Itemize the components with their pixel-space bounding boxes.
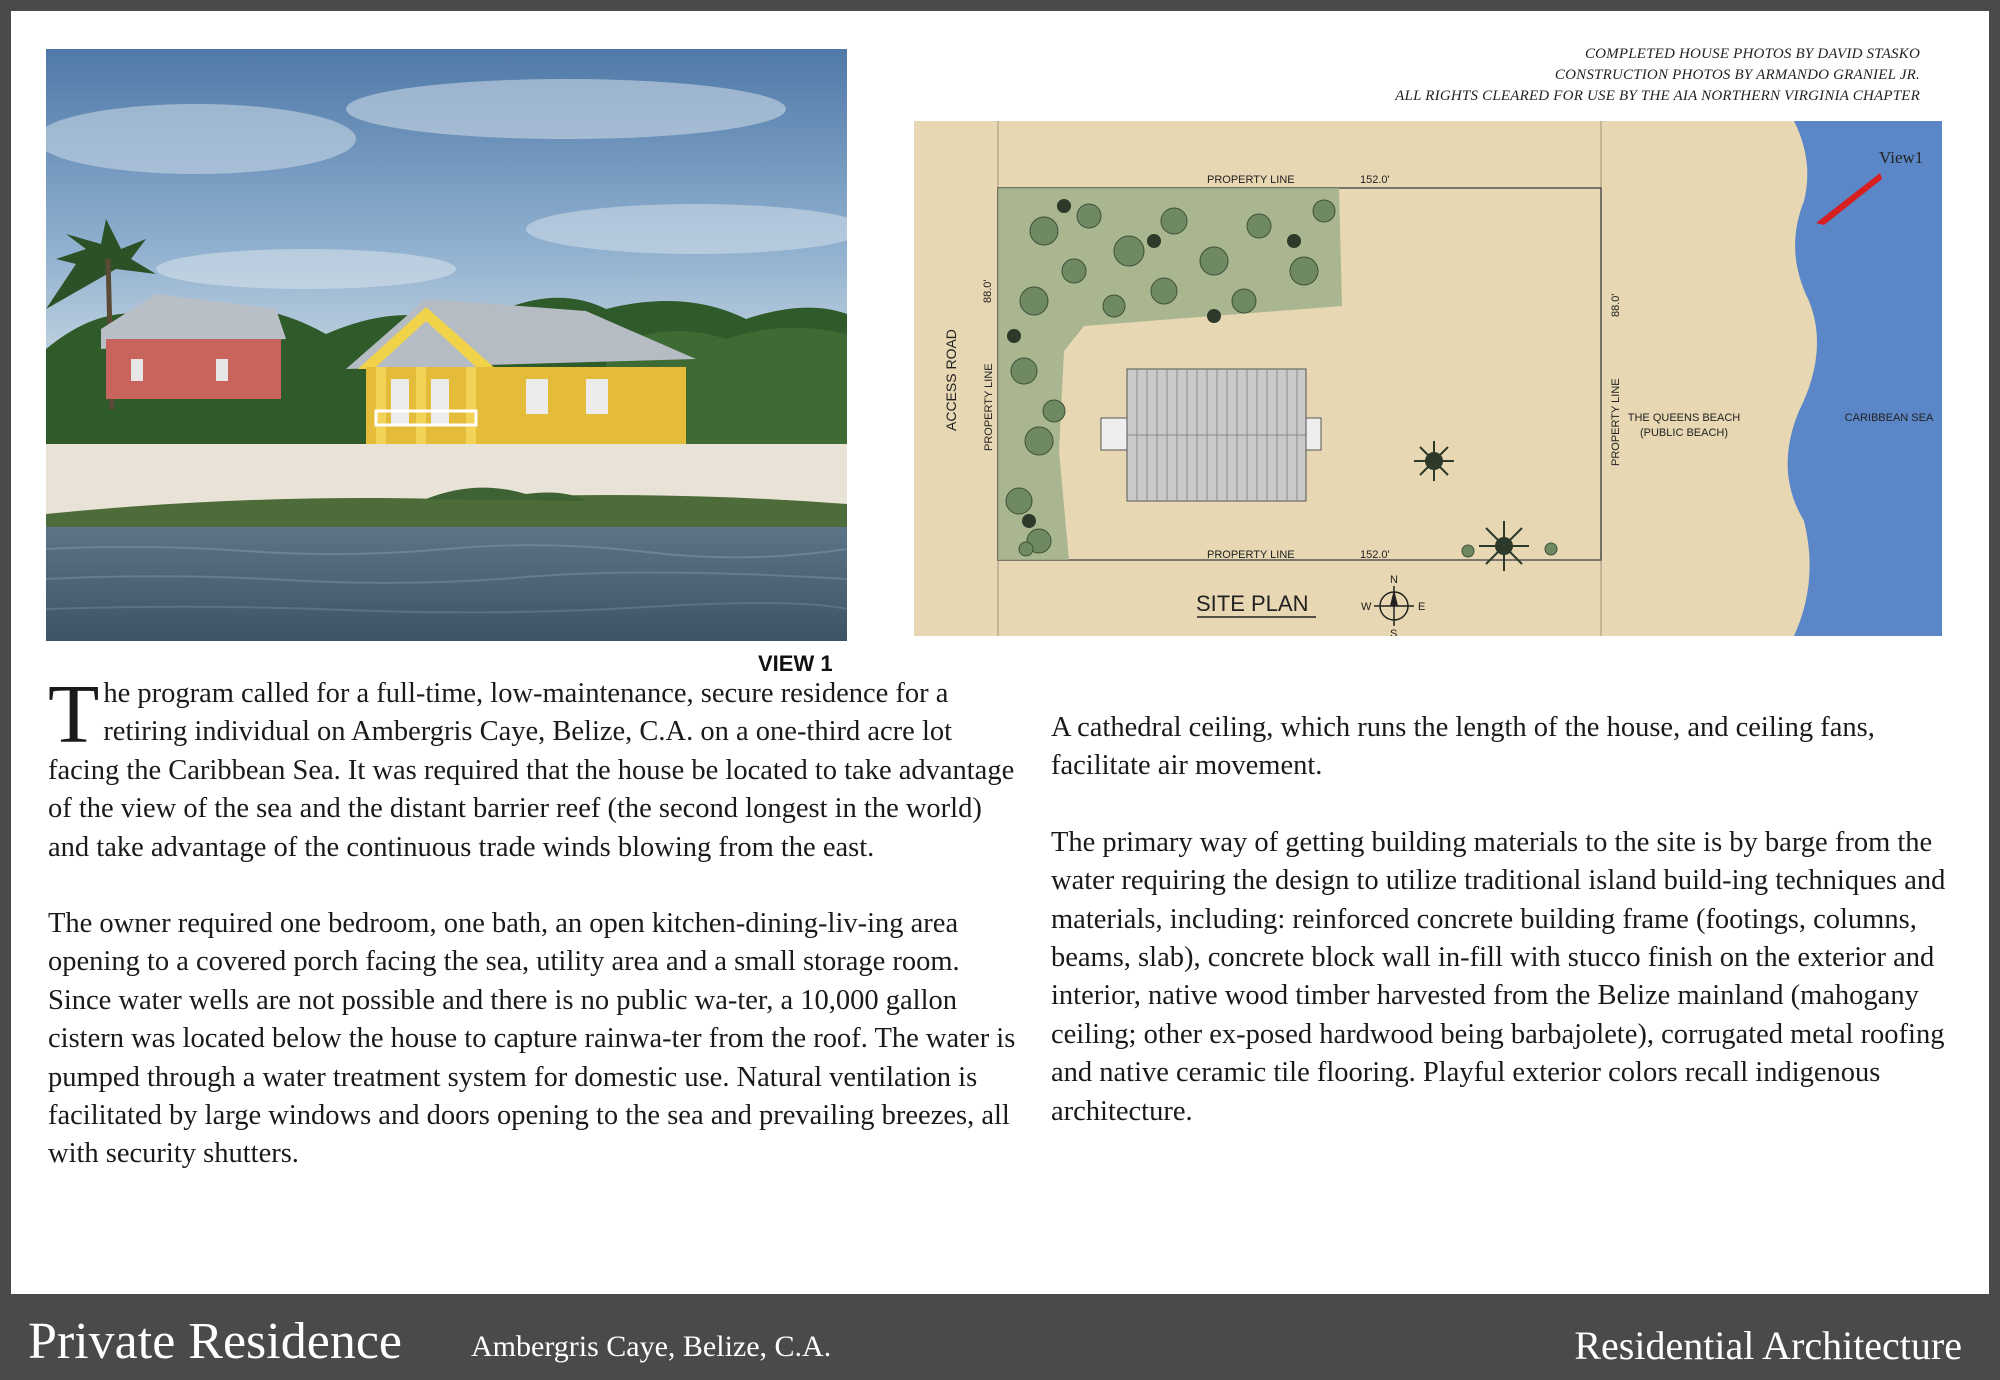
dimension-label: 152.0' (1360, 549, 1390, 561)
drop-cap: T (48, 668, 100, 761)
compass-w: W (1361, 601, 1372, 613)
credit-line: CONSTRUCTION PHOTOS BY ARMANDO GRANIEL JR. (1554, 67, 1920, 83)
credit-line: ALL RIGHTS CLEARED FOR USE BY THE AIA NORTHERN VIRGINIA CHAPTER (1395, 88, 1920, 104)
project-category: Residential Architecture (1574, 1323, 1962, 1368)
poster-board (11, 11, 1989, 1294)
beach-label: (PUBLIC BEACH) (1639, 427, 1729, 439)
credit-line: COMPLETED HOUSE PHOTOS BY DAVID STASKO (1584, 46, 1920, 62)
house-photo (46, 49, 847, 641)
footer-bar (0, 1294, 2000, 1380)
photo-credits (1395, 44, 1920, 107)
access-road-label: ACCESS ROAD (943, 329, 959, 431)
compass-s: S (1390, 628, 1398, 636)
body-paragraph: A cathedral ceiling, which runs the length of the house, and ceiling fans, facilitate air movement. (1051, 712, 1875, 782)
property-line-label: PROPERTY LINE (1207, 549, 1295, 561)
paragraph-text: he program called for a full-time, low-maintenance, secure residence for a retiring individual on Ambergris Caye, Belize, C.A. on a one-third acre lot facing the Caribbean Sea. It was required that the house be located to take advantage of the view of the sea and the distant barrier reef (the second longest in the world) and take advantage of the continuous trade winds blowing from the east. (48, 678, 1015, 863)
house-photo-image (46, 49, 847, 641)
sea-label: CARIBBEAN SEA (1844, 412, 1934, 424)
photo-caption: VIEW 1 (758, 651, 833, 676)
property-line-label: PROPERTY LINE (1610, 378, 1622, 466)
site-plan-title: SITE PLAN (1196, 591, 1309, 616)
body-paragraph (48, 668, 1024, 867)
dimension-label: 88.0' (982, 279, 994, 303)
compass-e: E (1418, 601, 1426, 613)
view-marker-label: View1 (1879, 148, 1924, 167)
beach-label: THE QUEENS BEACH (1627, 412, 1741, 424)
property-line-label: PROPERTY LINE (983, 363, 995, 451)
body-column-right (1051, 709, 1961, 1169)
property-line-label: PROPERTY LINE (1207, 174, 1295, 186)
site-plan (914, 121, 1942, 636)
body-paragraph: The owner required one bedroom, one bath, an open kitchen-dining-liv-ing area opening to a covered porch facing the sea, utility area and a small storage room. Since water wells are not possible and there is no public wa-ter, a 10,000 gallon cistern was located below the house to capture rainwa-ter from the roof. The water is pumped through a water treatment system for domestic use. Natural ventilation is facilitated by large windows and doors opening to the sea and prevailing breezes, all with security shutters. (48, 908, 1016, 1170)
site-plan-drawing (914, 121, 1942, 636)
dimension-label: 88.0' (1610, 293, 1622, 317)
compass-n: N (1390, 574, 1398, 586)
body-paragraph: The primary way of getting building materials to the site is by barge from the water requiring the design to utilize traditional island build-ing techniques and materials, including: reinforced concrete building frame (footings, columns, beams, slab), concrete block wall in-fill with stucco finish on the exterior and interior, native wood timber harvested from the Belize mainland (mahogany ceiling; other ex-posed hardwood being barbajolete), corrugated metal roofing and native ceramic tile flooring. Playful exterior colors recall indigenous architecture. (1051, 826, 1946, 1127)
body-column-left (48, 668, 1024, 1212)
project-location: Ambergris Caye, Belize, C.A. (471, 1330, 832, 1363)
dimension-label: 152.0' (1360, 174, 1390, 186)
project-title: Private Residence (28, 1313, 402, 1370)
